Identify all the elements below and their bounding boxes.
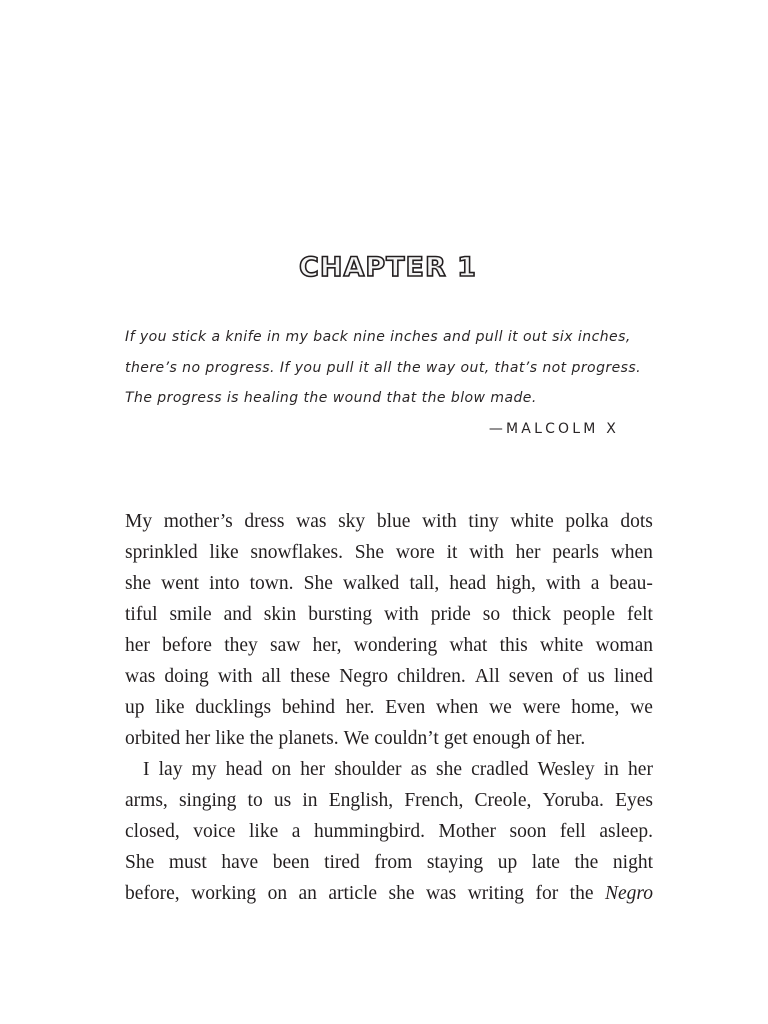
word: like [249, 821, 279, 842]
word: She [303, 573, 333, 594]
epigraph-attribution: —MALCOLM X [488, 421, 619, 437]
word: woman [595, 635, 653, 656]
word: soon [509, 821, 547, 842]
word: these [290, 666, 331, 687]
body-line [125, 847, 653, 878]
word: planets. [278, 728, 339, 749]
word: mother’s [163, 511, 233, 532]
word: town. [249, 573, 294, 594]
word: polka [565, 511, 609, 532]
word: cradled [471, 759, 529, 780]
word: She [125, 852, 155, 873]
word: wore [395, 542, 435, 563]
word: article [328, 883, 378, 904]
word: Negro [339, 666, 388, 687]
body-line [125, 568, 653, 599]
word: her [515, 542, 541, 563]
word: Creole, [474, 790, 532, 811]
body-line [125, 537, 653, 568]
word: tiny [468, 511, 499, 532]
word: a [590, 573, 600, 594]
epigraph-line: there’s no progress. If you pull it all the way out, that’s not progress. [125, 359, 642, 376]
word: on [267, 883, 288, 904]
word: hummingbird. [313, 821, 426, 842]
body-line [125, 599, 653, 630]
body-line [125, 723, 653, 754]
word: couldn’t [374, 728, 439, 749]
epigraph-line: If you stick a knife in my back nine inches and pull it out six inches, [125, 329, 631, 345]
word: staying [426, 852, 484, 873]
body-line [125, 692, 653, 723]
word: late [531, 852, 560, 873]
body-line [125, 661, 653, 692]
word: sky [338, 511, 366, 532]
word: felt [626, 604, 653, 625]
word: like [209, 542, 239, 563]
word: her [185, 728, 211, 749]
word: dots [620, 511, 653, 532]
word: up [497, 852, 518, 873]
word: lined [613, 666, 653, 687]
word: her. [345, 697, 375, 718]
word: and [223, 604, 252, 625]
word: with [469, 542, 504, 563]
word: walked [343, 573, 400, 594]
body-line [125, 506, 653, 537]
word: all [261, 666, 282, 687]
word: so [482, 604, 501, 625]
word: to [247, 790, 263, 811]
word: of [535, 728, 552, 749]
word: what [449, 635, 488, 656]
word: dress [244, 511, 285, 532]
word: her [628, 759, 653, 780]
body-line [125, 630, 653, 661]
word: before, [125, 883, 180, 904]
word: ducklings [195, 697, 272, 718]
word: they [224, 635, 258, 656]
word: I [143, 759, 150, 780]
word: for [535, 883, 559, 904]
word: in [603, 759, 619, 780]
word: like [215, 728, 245, 749]
word: an [298, 883, 317, 904]
word: She [354, 542, 385, 563]
word: head [449, 573, 487, 594]
word: tiful [125, 604, 158, 625]
word: into [209, 573, 240, 594]
word: with [384, 604, 419, 625]
word: head [225, 759, 263, 780]
word: lay [158, 759, 183, 780]
word: Mother [438, 821, 496, 842]
word: us [273, 790, 292, 811]
word: we [630, 697, 653, 718]
word: this [499, 635, 528, 656]
word: must [168, 852, 207, 873]
word: Eyes [615, 790, 653, 811]
word: voice [193, 821, 236, 842]
word: up [125, 697, 145, 718]
word: from [374, 852, 413, 873]
word: like [155, 697, 185, 718]
word: thick [512, 604, 552, 625]
word: on [271, 759, 292, 780]
word: wondering [353, 635, 438, 656]
word: asleep. [599, 821, 653, 842]
word: working [191, 883, 257, 904]
word: been [272, 852, 310, 873]
word: snowflakes. [250, 542, 343, 563]
word: was [125, 666, 156, 687]
word: a [291, 821, 301, 842]
word: with [217, 666, 253, 687]
body-line [125, 878, 653, 909]
word: my [191, 759, 217, 780]
word: blue [376, 511, 411, 532]
word: when [436, 697, 479, 718]
word: pearls [552, 542, 599, 563]
word: arms, [125, 790, 168, 811]
word: home, [571, 697, 620, 718]
word: writing [467, 883, 525, 904]
word: We [343, 728, 370, 749]
word: bursting [308, 604, 373, 625]
word: she [125, 573, 151, 594]
body-line [125, 785, 653, 816]
word: doing [164, 666, 209, 687]
word: smile [169, 604, 212, 625]
word: skin [263, 604, 297, 625]
word: tall, [409, 573, 440, 594]
word: tired [324, 852, 360, 873]
word: us [587, 666, 605, 687]
body-line [125, 754, 653, 785]
word: the [249, 728, 274, 749]
word: white [510, 511, 554, 532]
word: high, [496, 573, 536, 594]
word: her, [312, 635, 342, 656]
body-line [125, 816, 653, 847]
word: the [569, 883, 594, 904]
word: we [489, 697, 512, 718]
word: children. [397, 666, 466, 687]
word: get [443, 728, 468, 749]
word: saw [270, 635, 301, 656]
word: All [474, 666, 500, 687]
body-text [125, 506, 653, 909]
word: behind [281, 697, 335, 718]
word: seven [508, 666, 554, 687]
word: shoulder [334, 759, 402, 780]
word: she [388, 883, 415, 904]
word: have [221, 852, 259, 873]
word: was [425, 883, 457, 904]
word: went [161, 573, 200, 594]
word: people [563, 604, 615, 625]
epigraph-line: The progress is healing the wound that the blow made. [125, 390, 537, 406]
word: her. [556, 728, 586, 749]
word: My [125, 511, 153, 532]
word: Yoruba. [542, 790, 604, 811]
word: pride [430, 604, 471, 625]
word: as [410, 759, 427, 780]
word: when [610, 542, 653, 563]
word: with [422, 511, 457, 532]
word: was [296, 511, 327, 532]
word: English, [328, 790, 394, 811]
word: Wesley [537, 759, 595, 780]
word: closed, [125, 821, 180, 842]
word: she [436, 759, 462, 780]
word: French, [404, 790, 464, 811]
word: enough [472, 728, 531, 749]
word: before [162, 635, 212, 656]
word: night [612, 852, 653, 873]
word: singing [178, 790, 237, 811]
word: with [545, 573, 581, 594]
epigraph [125, 322, 645, 414]
word: her [300, 759, 326, 780]
word: her [125, 635, 150, 656]
chapter-title: CHAPTER 1 [299, 252, 477, 283]
word: white [540, 635, 584, 656]
italic-word: Negro [604, 883, 653, 904]
word: beau- [609, 573, 653, 594]
word: Even [385, 697, 426, 718]
word: in [302, 790, 318, 811]
word: of [562, 666, 579, 687]
word: it [446, 542, 458, 563]
word: fell [559, 821, 586, 842]
word: orbited [125, 728, 181, 749]
word: sprinkled [125, 542, 198, 563]
word: the [574, 852, 599, 873]
word: were [522, 697, 561, 718]
